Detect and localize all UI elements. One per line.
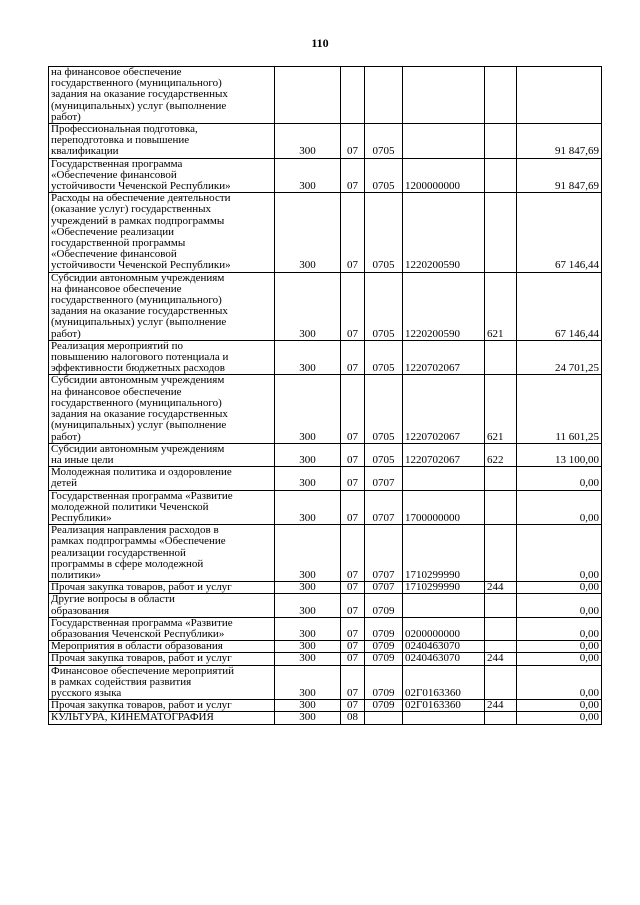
subsection-code-cell: [365, 712, 403, 724]
section-code-cell: 07: [341, 490, 365, 525]
expense-name-cell: Субсидии автономным учреждениям на иные цели: [49, 443, 275, 466]
subsection-code-cell: 0705: [365, 158, 403, 193]
expense-name-cell: Финансовое обеспечение мероприятий в рамках содействия развития русского языка: [49, 665, 275, 700]
page-number: 110: [311, 36, 329, 50]
amount-cell: 24 701,25: [517, 340, 602, 375]
amount-cell: [517, 67, 602, 124]
grbs-code-cell: 300: [275, 158, 341, 193]
section-code-cell: 07: [341, 375, 365, 443]
table-row: [49, 467, 602, 490]
expense-type-cell: [485, 124, 517, 159]
table-row: [49, 158, 602, 193]
grbs-code-cell: 300: [275, 340, 341, 375]
section-code-cell: 07: [341, 653, 365, 665]
amount-cell: 0,00: [517, 665, 602, 700]
target-article-cell: 0200000000: [403, 617, 485, 640]
grbs-code-cell: 300: [275, 467, 341, 490]
target-article-cell: 0240463070: [403, 653, 485, 665]
table-row: [49, 272, 602, 340]
grbs-code-cell: 300: [275, 375, 341, 443]
expense-name-cell: Государственная программа «Обеспечение финансовой устойчивости Чеченской Республики»: [49, 158, 275, 193]
amount-cell: 11 601,25: [517, 375, 602, 443]
table-row: [49, 665, 602, 700]
target-article-cell: 1220702067: [403, 375, 485, 443]
expense-name-cell: Реализация мероприятий по повышению налогового потенциала и эффективности бюджетных расходов: [49, 340, 275, 375]
subsection-code-cell: 0707: [365, 525, 403, 582]
table-row: [49, 712, 602, 724]
expense-type-cell: [485, 665, 517, 700]
expense-name-cell: Государственная программа «Развитие образования Чеченской Республики»: [49, 617, 275, 640]
subsection-code-cell: 0705: [365, 340, 403, 375]
section-code-cell: 07: [341, 641, 365, 653]
table-row: [49, 124, 602, 159]
amount-cell: 0,00: [517, 490, 602, 525]
section-code-cell: 07: [341, 665, 365, 700]
subsection-code-cell: 0707: [365, 582, 403, 594]
budget-table: [48, 66, 602, 725]
expense-type-cell: 621: [485, 375, 517, 443]
grbs-code-cell: 300: [275, 594, 341, 617]
expense-type-cell: 621: [485, 272, 517, 340]
expense-name-cell: Государственная программа «Развитие молодежной политики Чеченской Республики»: [49, 490, 275, 525]
expense-type-cell: [485, 158, 517, 193]
grbs-code-cell: 300: [275, 272, 341, 340]
expense-type-cell: 622: [485, 443, 517, 466]
grbs-code-cell: 300: [275, 490, 341, 525]
grbs-code-cell: 300: [275, 582, 341, 594]
subsection-code-cell: 0709: [365, 665, 403, 700]
grbs-code-cell: 300: [275, 712, 341, 724]
expense-name-cell: Прочая закупка товаров, работ и услуг: [49, 700, 275, 712]
target-article-cell: [403, 67, 485, 124]
expense-type-cell: 244: [485, 653, 517, 665]
section-code-cell: 08: [341, 712, 365, 724]
amount-cell: 0,00: [517, 712, 602, 724]
section-code-cell: 07: [341, 594, 365, 617]
section-code-cell: 07: [341, 193, 365, 272]
amount-cell: 13 100,00: [517, 443, 602, 466]
expense-type-cell: [485, 340, 517, 375]
expense-name-cell: Реализация направления расходов в рамках подпрограммы «Обеспечение реализации государственной программы в сфере молодежной политики»: [49, 525, 275, 582]
section-code-cell: [341, 67, 365, 124]
table-row: [49, 653, 602, 665]
amount-cell: 0,00: [517, 700, 602, 712]
expense-type-cell: [485, 467, 517, 490]
expense-name-cell: Субсидии автономным учреждениям на финансовое обеспечение государственного (муниципального) задания на оказание государственных (муниципальных) услуг (выполнение работ): [49, 272, 275, 340]
section-code-cell: 07: [341, 158, 365, 193]
section-code-cell: 07: [341, 467, 365, 490]
target-article-cell: [403, 594, 485, 617]
section-code-cell: 07: [341, 700, 365, 712]
expense-type-cell: [485, 617, 517, 640]
grbs-code-cell: 300: [275, 193, 341, 272]
target-article-cell: 1220702067: [403, 340, 485, 375]
amount-cell: 0,00: [517, 617, 602, 640]
target-article-cell: 02Г0163360: [403, 665, 485, 700]
subsection-code-cell: 0705: [365, 375, 403, 443]
expense-name-cell: Профессиональная подготовка, переподготовка и повышение квалификации: [49, 124, 275, 159]
subsection-code-cell: 0705: [365, 443, 403, 466]
subsection-code-cell: 0709: [365, 653, 403, 665]
grbs-code-cell: [275, 67, 341, 124]
table-row: [49, 375, 602, 443]
amount-cell: 0,00: [517, 582, 602, 594]
grbs-code-cell: 300: [275, 653, 341, 665]
target-article-cell: 1200000000: [403, 158, 485, 193]
table-row: [49, 443, 602, 466]
subsection-code-cell: 0709: [365, 617, 403, 640]
subsection-code-cell: 0705: [365, 124, 403, 159]
grbs-code-cell: 300: [275, 665, 341, 700]
amount-cell: 91 847,69: [517, 124, 602, 159]
grbs-code-cell: 300: [275, 700, 341, 712]
table-row: [49, 594, 602, 617]
expense-name-cell: Другие вопросы в области образования: [49, 594, 275, 617]
section-code-cell: 07: [341, 443, 365, 466]
subsection-code-cell: 0707: [365, 490, 403, 525]
section-code-cell: 07: [341, 124, 365, 159]
section-code-cell: 07: [341, 617, 365, 640]
expense-type-cell: [485, 490, 517, 525]
expense-type-cell: [485, 525, 517, 582]
target-article-cell: 1710299990: [403, 525, 485, 582]
subsection-code-cell: 0705: [365, 272, 403, 340]
target-article-cell: [403, 712, 485, 724]
section-code-cell: 07: [341, 582, 365, 594]
subsection-code-cell: 0707: [365, 467, 403, 490]
expense-type-cell: [485, 594, 517, 617]
expense-name-cell: Прочая закупка товаров, работ и услуг: [49, 653, 275, 665]
table-row: [49, 617, 602, 640]
grbs-code-cell: 300: [275, 124, 341, 159]
target-article-cell: 1710299990: [403, 582, 485, 594]
expense-type-cell: [485, 641, 517, 653]
target-article-cell: [403, 124, 485, 159]
target-article-cell: 0240463070: [403, 641, 485, 653]
target-article-cell: 1220200590: [403, 272, 485, 340]
expense-name-cell: Расходы на обеспечение деятельности (оказание услуг) государственных учреждений в рамках подпрограммы «Обеспечение реализации государственной программы «Обеспечение финансовой устойчивости Чеченской Республики»: [49, 193, 275, 272]
amount-cell: 0,00: [517, 641, 602, 653]
grbs-code-cell: 300: [275, 641, 341, 653]
subsection-code-cell: [365, 67, 403, 124]
subsection-code-cell: 0709: [365, 641, 403, 653]
grbs-code-cell: 300: [275, 443, 341, 466]
section-code-cell: 07: [341, 340, 365, 375]
subsection-code-cell: 0709: [365, 594, 403, 617]
expense-name-cell: Молодежная политика и оздоровление детей: [49, 467, 275, 490]
table-row: [49, 193, 602, 272]
subsection-code-cell: 0705: [365, 193, 403, 272]
expense-name-cell: на финансовое обеспечение государственного (муниципального) задания на оказание государственных (муниципальных) услуг (выполнение работ): [49, 67, 275, 124]
amount-cell: 91 847,69: [517, 158, 602, 193]
target-article-cell: 02Г0163360: [403, 700, 485, 712]
section-code-cell: 07: [341, 525, 365, 582]
target-article-cell: 1700000000: [403, 490, 485, 525]
amount-cell: 67 146,44: [517, 193, 602, 272]
expense-name-cell: КУЛЬТУРА, КИНЕМАТОГРАФИЯ: [49, 712, 275, 724]
grbs-code-cell: 300: [275, 617, 341, 640]
target-article-cell: 1220200590: [403, 193, 485, 272]
expense-type-cell: [485, 712, 517, 724]
expense-type-cell: [485, 67, 517, 124]
table-row: [49, 641, 602, 653]
expense-name-cell: Субсидии автономным учреждениям на финансовое обеспечение государственного (муниципального) задания на оказание государственных (муниципальных) услуг (выполнение работ): [49, 375, 275, 443]
amount-cell: 0,00: [517, 525, 602, 582]
expense-name-cell: Прочая закупка товаров, работ и услуг: [49, 582, 275, 594]
target-article-cell: [403, 467, 485, 490]
expense-type-cell: 244: [485, 582, 517, 594]
amount-cell: 67 146,44: [517, 272, 602, 340]
expense-name-cell: Мероприятия в области образования: [49, 641, 275, 653]
subsection-code-cell: 0709: [365, 700, 403, 712]
table-row: [49, 490, 602, 525]
table-row: [49, 525, 602, 582]
grbs-code-cell: 300: [275, 525, 341, 582]
expense-type-cell: [485, 193, 517, 272]
expense-type-cell: 244: [485, 700, 517, 712]
table-row: [49, 340, 602, 375]
amount-cell: 0,00: [517, 594, 602, 617]
amount-cell: 0,00: [517, 467, 602, 490]
table-row: [49, 582, 602, 594]
target-article-cell: 1220702067: [403, 443, 485, 466]
table-row: [49, 700, 602, 712]
table-row: [49, 67, 602, 124]
amount-cell: 0,00: [517, 653, 602, 665]
table-body: [49, 67, 602, 725]
section-code-cell: 07: [341, 272, 365, 340]
